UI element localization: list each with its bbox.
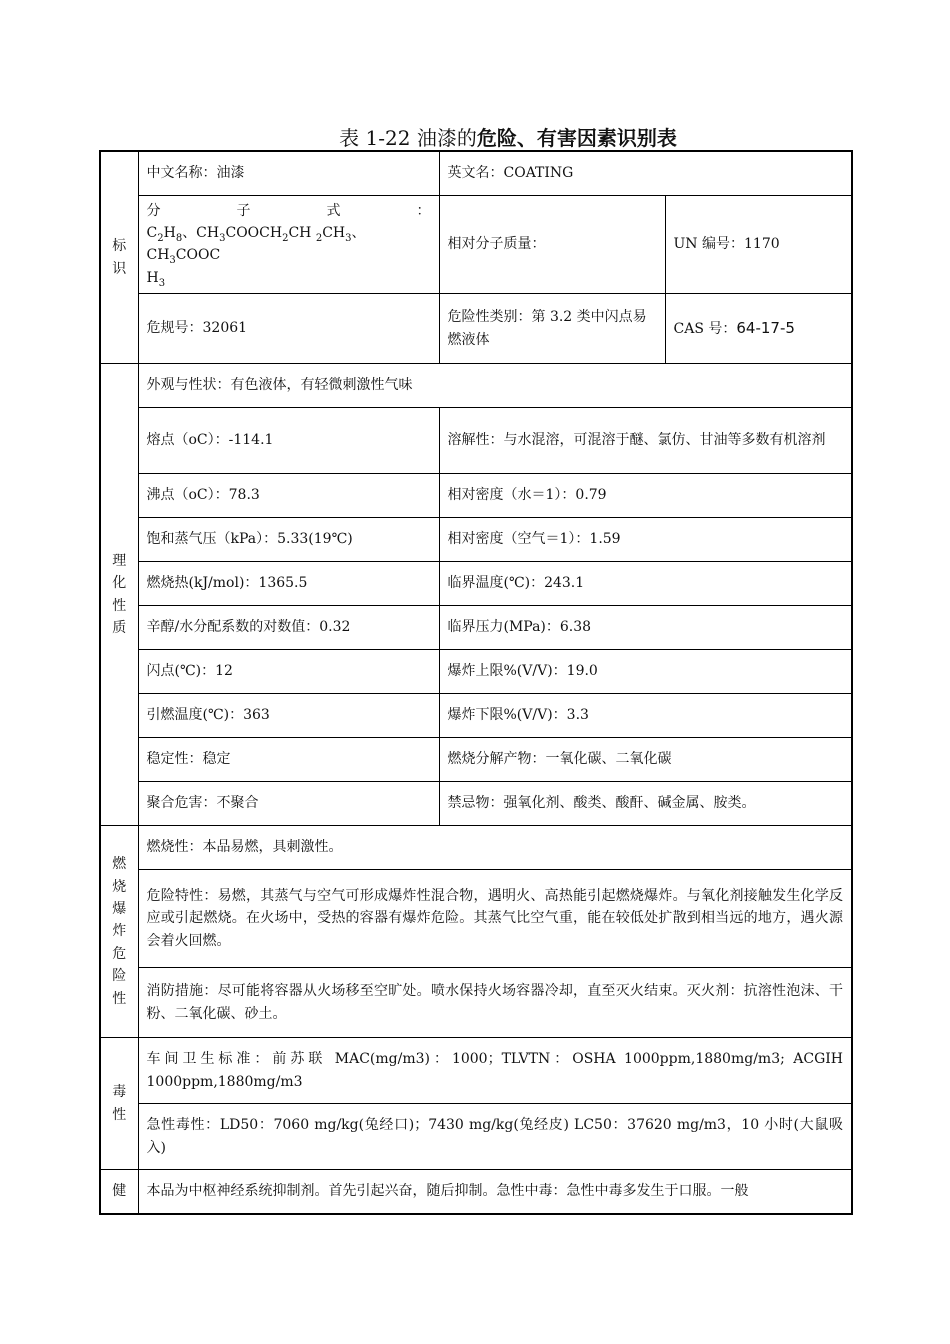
upper-limit-cell: 爆炸上限%(V/V)：19.0 bbox=[439, 650, 852, 694]
acute-toxicity-cell: 急性毒性：LD50：7060 mg/kg(兔经口)；7430 mg/kg(兔经皮) LC50：37620 mg/m3，10 小时(大鼠吸入) bbox=[138, 1104, 852, 1170]
table-row bbox=[100, 1104, 852, 1170]
table-row bbox=[100, 294, 852, 364]
hazard-no-cell: 危规号：32061 bbox=[138, 294, 439, 364]
table-row bbox=[100, 474, 852, 518]
category-fire: 燃烧爆炸危险性 bbox=[100, 826, 138, 1038]
table-row bbox=[100, 968, 852, 1038]
formula-cell: 分 子 式 ： $C_2H_8$、$CH_3COOCH_2CH$ $_2CH_3$、$CH_3COOC$ $H_3$ bbox=[138, 195, 439, 294]
flash-point-cell: 闪点(℃)：12 bbox=[138, 650, 439, 694]
cn-name-cell: 中文名称：油漆 bbox=[138, 151, 439, 195]
category-health: 健 bbox=[100, 1170, 138, 1214]
ignition-temp-cell: 引燃温度(℃)：363 bbox=[138, 694, 439, 738]
log-kow-cell: 辛醇/水分配系数的对数值：0.32 bbox=[138, 606, 439, 650]
hazard-class-cell: 危险性类别：第 3.2 类中闪点易燃液体 bbox=[439, 294, 665, 364]
melting-point-cell: 熔点（oC）：-114.1 bbox=[138, 408, 439, 474]
mol-mass-cell: 相对分子质量： bbox=[439, 195, 665, 294]
table-row bbox=[100, 782, 852, 826]
vapor-pressure-cell: 饱和蒸气压（kPa）：5.33(19℃) bbox=[138, 518, 439, 562]
appearance-cell: 外观与性状：有色液体，有轻微刺激性气味 bbox=[138, 364, 852, 408]
table-row bbox=[100, 650, 852, 694]
table-row bbox=[100, 738, 852, 782]
critical-pressure-cell: 临界压力(MPa)：6.38 bbox=[439, 606, 852, 650]
table-row bbox=[100, 562, 852, 606]
critical-temp-cell: 临界温度(℃)：243.1 bbox=[439, 562, 852, 606]
workplace-standard-cell: 车间卫生标准：前苏联 MAC(mg/m3)：1000；TLVTN：OSHA 1000ppm,1880mg/m3; ACGIH 1000ppm,1880mg/m3 bbox=[138, 1038, 852, 1104]
table-row bbox=[100, 151, 852, 195]
table-row bbox=[100, 408, 852, 474]
table-row bbox=[100, 606, 852, 650]
combustion-heat-cell: 燃烧热(kJ/mol)：1365.5 bbox=[138, 562, 439, 606]
solubility-cell: 溶解性：与水混溶，可混溶于醚、氯仿、甘油等多数有机溶剂 bbox=[439, 408, 852, 474]
cas-cell: CAS 号：64-17-5 bbox=[665, 294, 852, 364]
title-bold: 危险、有害因素识别表 bbox=[476, 126, 677, 150]
table-row bbox=[100, 1170, 852, 1214]
boiling-point-cell: 沸点（oC）：78.3 bbox=[138, 474, 439, 518]
category-toxicity: 毒性 bbox=[100, 1038, 138, 1170]
polymerization-cell: 聚合危害：不聚合 bbox=[138, 782, 439, 826]
formula-value: $C_2H_8$、$CH_3COOCH_2CH$ $_2CH_3$、$CH_3COOC$ bbox=[146, 224, 366, 267]
lower-limit-cell: 爆炸下限%(V/V)：3.3 bbox=[439, 694, 852, 738]
table-row bbox=[100, 518, 852, 562]
title-prefix: 表 1-22 油漆的 bbox=[339, 126, 477, 150]
rel-density-air-cell: 相对密度（空气＝1）：1.59 bbox=[439, 518, 852, 562]
table-row bbox=[100, 826, 852, 870]
en-name-cell: 英文名：COATING bbox=[439, 151, 852, 195]
fire-hazard-cell: 危险特性：易燃，其蒸气与空气可形成爆炸性混合物，遇明火、高热能引起燃烧爆炸。与氧化剂接触发生化学反应或引起燃烧。在火场中，受热的容器有爆炸危险。其蒸气比空气重，能在较低处扩散到相当远的地方，遇火源会着火回燃。 bbox=[138, 870, 852, 968]
un-number-cell: UN 编号：1170 bbox=[665, 195, 852, 294]
formula-label: 分 子 式 ： bbox=[146, 202, 431, 219]
flammability-cell: 燃烧性：本品易燃，具刺激性。 bbox=[138, 826, 852, 870]
hazard-identification-table bbox=[99, 150, 853, 1215]
table-row bbox=[100, 364, 852, 408]
health-cell: 本品为中枢神经系统抑制剂。首先引起兴奋，随后抑制。急性中毒：急性中毒多发生于口服。一般 bbox=[138, 1170, 852, 1214]
decomposition-cell: 燃烧分解产物：一氧化碳、二氧化碳 bbox=[439, 738, 852, 782]
table-row bbox=[100, 694, 852, 738]
table-row bbox=[100, 195, 852, 294]
document-title bbox=[0, 122, 950, 151]
table-row bbox=[100, 1038, 852, 1104]
category-identification: 标识 bbox=[100, 151, 138, 364]
firefighting-cell: 消防措施：尽可能将容器从火场移至空旷处。喷水保持火场容器冷却，直至灭火结束。灭火剂：抗溶性泡沫、干粉、二氧化碳、砂土。 bbox=[138, 968, 852, 1038]
stability-cell: 稳定性：稳定 bbox=[138, 738, 439, 782]
table-row bbox=[100, 870, 852, 968]
incompatible-cell: 禁忌物：强氧化剂、酸类、酸酐、碱金属、胺类。 bbox=[439, 782, 852, 826]
category-physchem: 理化性质 bbox=[100, 364, 138, 826]
rel-density-water-cell: 相对密度（水＝1）：0.79 bbox=[439, 474, 852, 518]
